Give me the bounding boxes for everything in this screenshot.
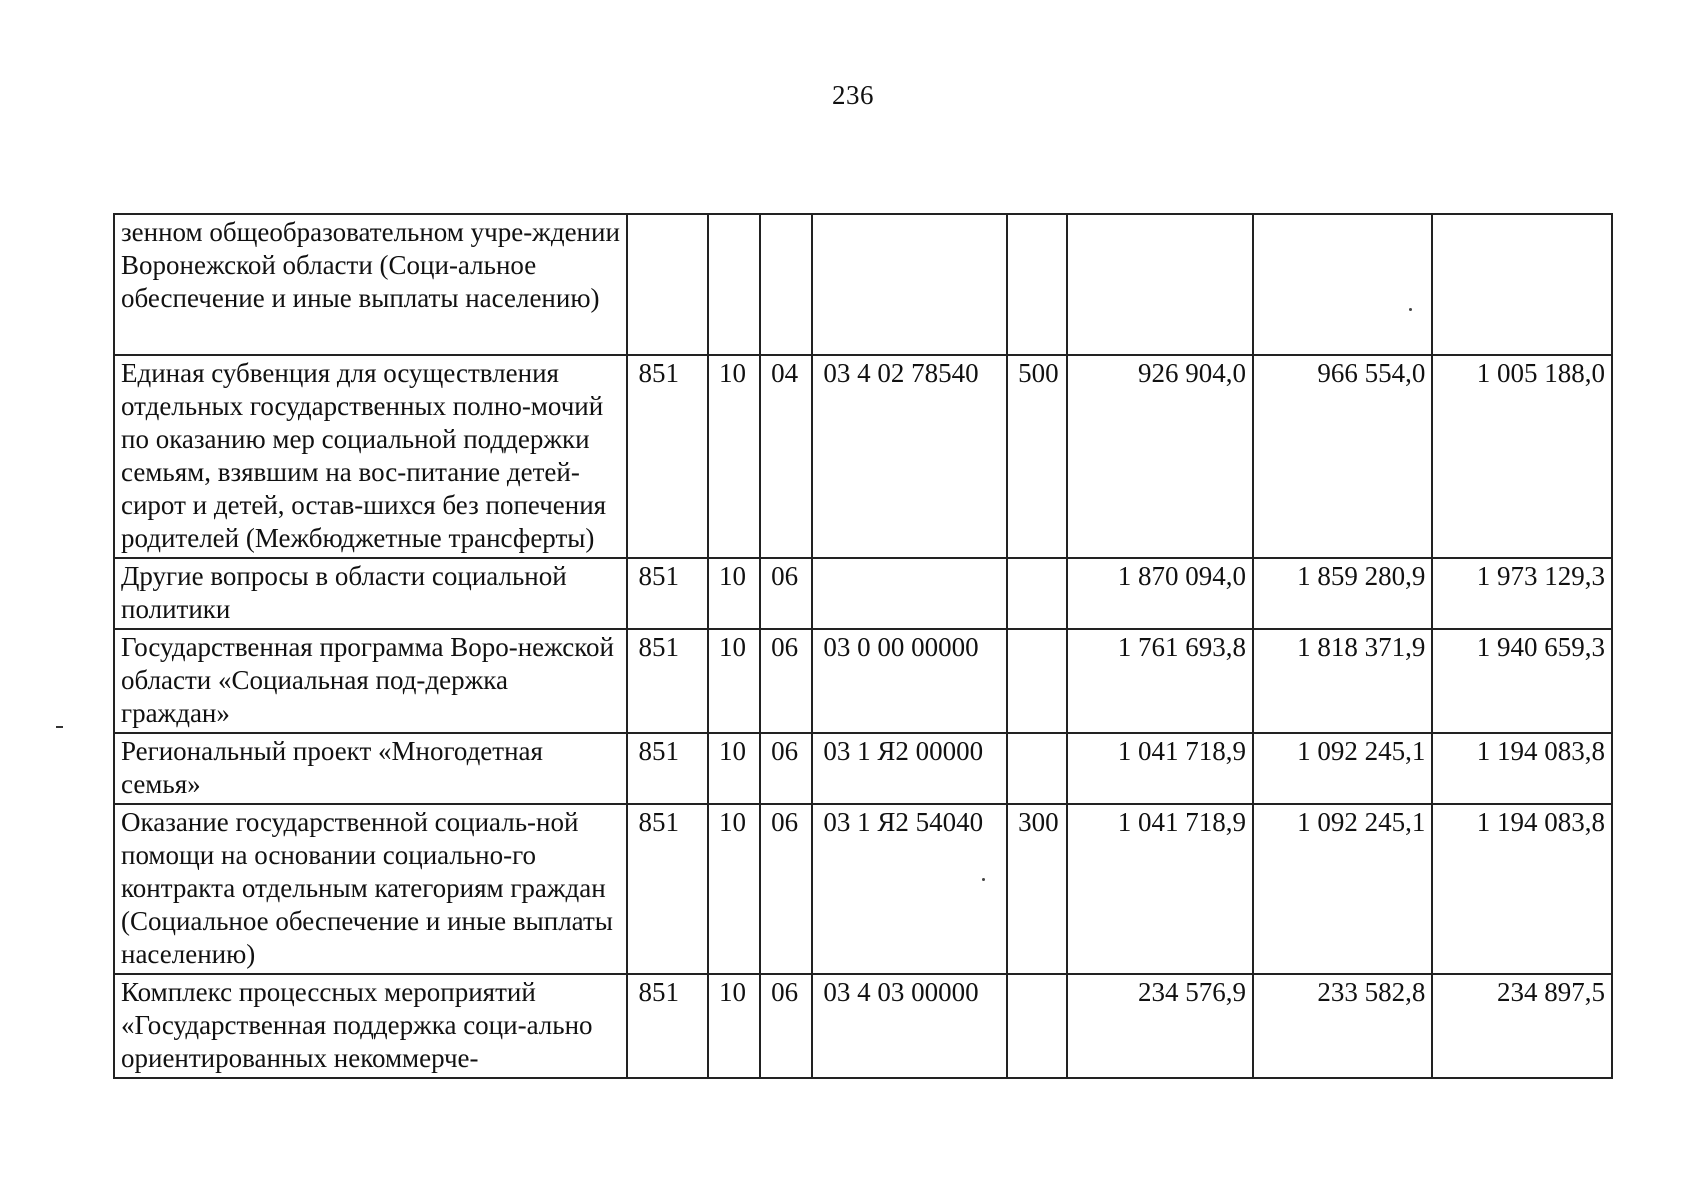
cell-name: Оказание государственной социаль-ной помощи на основании социально-го контракта отдельным категориям граждан (Социальное обеспечение и иные выплаты населению) xyxy=(114,804,627,974)
cell-amount-year2 xyxy=(1253,214,1432,355)
cell-pr: 06 xyxy=(760,804,812,974)
cell-rz: 10 xyxy=(708,974,760,1078)
scan-artifact-dash xyxy=(56,726,63,728)
cell-rz: 10 xyxy=(708,733,760,804)
cell-name: Государственная программа Воро-нежской области «Социальная под-держка граждан» xyxy=(114,629,627,733)
cell-amount-year2: 1 092 245,1 xyxy=(1253,804,1432,974)
cell-pr: 06 xyxy=(760,733,812,804)
cell-csr: 03 1 Я2 00000 xyxy=(812,733,1007,804)
cell-csr: 03 4 02 78540 xyxy=(812,355,1007,558)
cell-amount-year2: 1 818 371,9 xyxy=(1253,629,1432,733)
cell-gr: 851 xyxy=(627,974,708,1078)
cell-gr: 851 xyxy=(627,629,708,733)
cell-name: Другие вопросы в области социальной политики xyxy=(114,558,627,629)
cell-gr: 851 xyxy=(627,733,708,804)
cell-csr: 03 4 03 00000 xyxy=(812,974,1007,1078)
cell-csr xyxy=(812,558,1007,629)
cell-rz xyxy=(708,214,760,355)
table-row xyxy=(114,974,1612,1078)
cell-vr xyxy=(1007,629,1067,733)
table-row xyxy=(114,214,1612,355)
cell-amount-year3: 1 973 129,3 xyxy=(1432,558,1612,629)
cell-rz: 10 xyxy=(708,629,760,733)
cell-gr xyxy=(627,214,708,355)
table-body xyxy=(114,214,1612,1078)
table-row xyxy=(114,629,1612,733)
cell-amount-year3: 1 940 659,3 xyxy=(1432,629,1612,733)
cell-amount-year3 xyxy=(1432,214,1612,355)
cell-amount-year2: 1 092 245,1 xyxy=(1253,733,1432,804)
cell-gr: 851 xyxy=(627,558,708,629)
cell-vr: 300 xyxy=(1007,804,1067,974)
cell-vr xyxy=(1007,558,1067,629)
cell-name: Региональный проект «Многодетная семья» xyxy=(114,733,627,804)
cell-pr: 06 xyxy=(760,974,812,1078)
cell-pr: 06 xyxy=(760,558,812,629)
cell-amount-year1: 1 870 094,0 xyxy=(1067,558,1253,629)
cell-rz: 10 xyxy=(708,804,760,974)
cell-name: Комплекс процессных мероприятий «Государственная поддержка соци-ально ориентированных некоммерче- xyxy=(114,974,627,1078)
cell-amount-year1: 234 576,9 xyxy=(1067,974,1253,1078)
page-number: 236 xyxy=(832,80,874,110)
cell-amount-year3: 1 194 083,8 xyxy=(1432,804,1612,974)
cell-pr: 04 xyxy=(760,355,812,558)
cell-pr xyxy=(760,214,812,355)
cell-amount-year1: 926 904,0 xyxy=(1067,355,1253,558)
cell-vr xyxy=(1007,733,1067,804)
table-row xyxy=(114,355,1612,558)
cell-vr: 500 xyxy=(1007,355,1067,558)
cell-amount-year3: 1 194 083,8 xyxy=(1432,733,1612,804)
budget-table xyxy=(113,213,1613,1079)
cell-amount-year2: 233 582,8 xyxy=(1253,974,1432,1078)
cell-vr xyxy=(1007,974,1067,1078)
cell-amount-year1: 1 041 718,9 xyxy=(1067,804,1253,974)
cell-amount-year1: 1 041 718,9 xyxy=(1067,733,1253,804)
cell-csr xyxy=(812,214,1007,355)
cell-vr xyxy=(1007,214,1067,355)
cell-gr: 851 xyxy=(627,804,708,974)
cell-amount-year1 xyxy=(1067,214,1253,355)
cell-amount-year3: 234 897,5 xyxy=(1432,974,1612,1078)
cell-name: Единая субвенция для осуществления отдельных государственных полно-мочий по оказанию мер социальной поддержки семьям, взявшим на вос-питание детей-сирот и детей, остав-шихся без попечения родителей (Межбюджетные трансферты) xyxy=(114,355,627,558)
cell-amount-year3: 1 005 188,0 xyxy=(1432,355,1612,558)
cell-gr: 851 xyxy=(627,355,708,558)
cell-rz: 10 xyxy=(708,355,760,558)
cell-name: зенном общеобразовательном учре-ждении Воронежской области (Соци-альное обеспечение и иные выплаты населению) xyxy=(114,214,627,355)
cell-csr: 03 0 00 00000 xyxy=(812,629,1007,733)
cell-pr: 06 xyxy=(760,629,812,733)
cell-csr: 03 1 Я2 54040 xyxy=(812,804,1007,974)
cell-amount-year1: 1 761 693,8 xyxy=(1067,629,1253,733)
table-row xyxy=(114,733,1612,804)
cell-amount-year2: 966 554,0 xyxy=(1253,355,1432,558)
cell-rz: 10 xyxy=(708,558,760,629)
cell-amount-year2: 1 859 280,9 xyxy=(1253,558,1432,629)
table-row xyxy=(114,558,1612,629)
table-row xyxy=(114,804,1612,974)
